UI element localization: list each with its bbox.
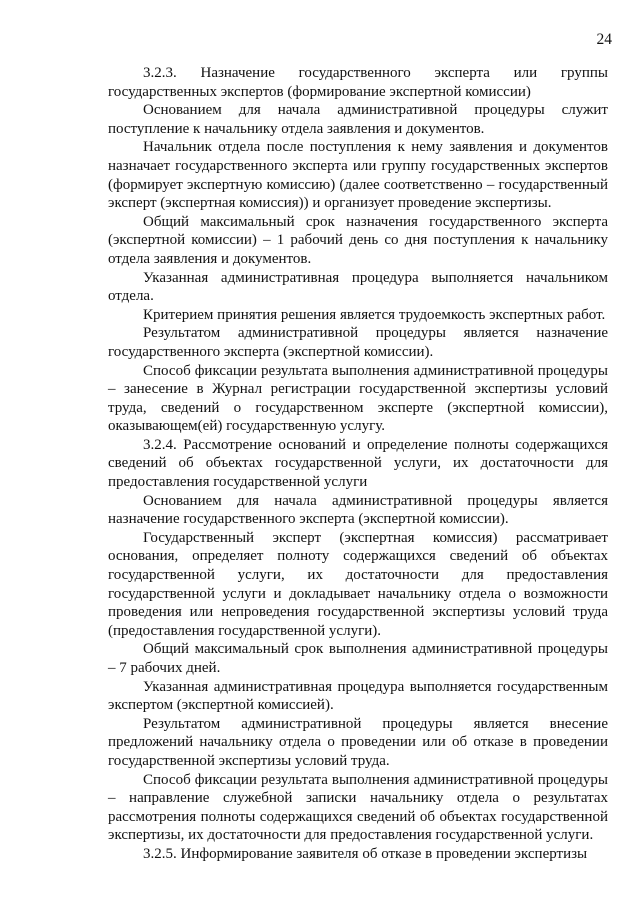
paragraph: Результатом административной процедуры является внесение предложений начальнику отдела о проведении или об отказе в проведении государственной экспертизы условий труда. (108, 715, 608, 769)
paragraph: Способ фиксации результата выполнения административной процедуры – направление служебной записки начальнику отдела о результатах рассмотрения полноты содержащихся сведений об объектах государственной экспертизы, их достаточности для предоставления государственной услуги. (108, 771, 608, 844)
paragraph: Способ фиксации результата выполнения административной процедуры – занесение в Журнал регистрации государственной экспертизы условий труда, сведений о государственном эксперте (экспертной комиссии), оказывающем(ей) государственную услугу. (108, 362, 608, 435)
page-number: 24 (596, 31, 612, 48)
paragraph: Указанная административная процедура выполняется начальником отдела. (108, 269, 608, 305)
paragraph: Общий максимальный срок назначения государственного эксперта (экспертной комиссии) – 1 рабочий день со дня поступления к начальнику отдела заявления и документов. (108, 213, 608, 267)
paragraph: Общий максимальный срок выполнения административной процедуры – 7 рабочих дней. (108, 641, 608, 676)
section-heading-3-2-4: 3.2.4. Рассмотрение оснований и определение полноты содержащихся сведений об объектах государственной услуги, их достаточности для предоставления государственной услуги (108, 436, 608, 491)
paragraph: Результатом административной процедуры является назначение государственного эксперта (экспертной комиссии). (108, 325, 608, 360)
paragraph: Начальник отдела после поступления к нему заявления и документов назначает государственного эксперта или группу государственных экспертов (формирует экспертную комиссию) (далее соответственно – государственный эксперт (экспертная комиссия)) и организует проведение экспертизы. (108, 139, 608, 212)
paragraph: Государственный эксперт (экспертная комиссия) рассматривает основания, определяет полноту содержащихся сведений об объектах государственной услуги, их достаточности для предоставления государственной услуги и докладывает начальнику отдела о возможности проведения или непроведения государственной экспертизы условий труда (предоставления государственной услуги). (108, 529, 608, 639)
paragraph: Основанием для начала административной процедуры является назначение государственного эксперта (экспертной комиссии). (108, 492, 608, 528)
paragraph: Критерием принятия решения является трудоемкость экспертных работ. (143, 306, 606, 323)
paragraph: Основанием для начала административной процедуры служит поступление к начальнику отдела заявления и документов. (108, 102, 608, 137)
section-heading-3-2-5: 3.2.5. Информирование заявителя об отказе в проведении экспертизы (143, 845, 588, 862)
document-body (108, 64, 608, 864)
section-heading-3-2-3: 3.2.3. Назначение государственного эксперта или группы государственных экспертов (формирование экспертной комиссии) (108, 65, 608, 100)
paragraph: Указанная административная процедура выполняется государственным экспертом (экспертной комиссией). (108, 678, 608, 714)
